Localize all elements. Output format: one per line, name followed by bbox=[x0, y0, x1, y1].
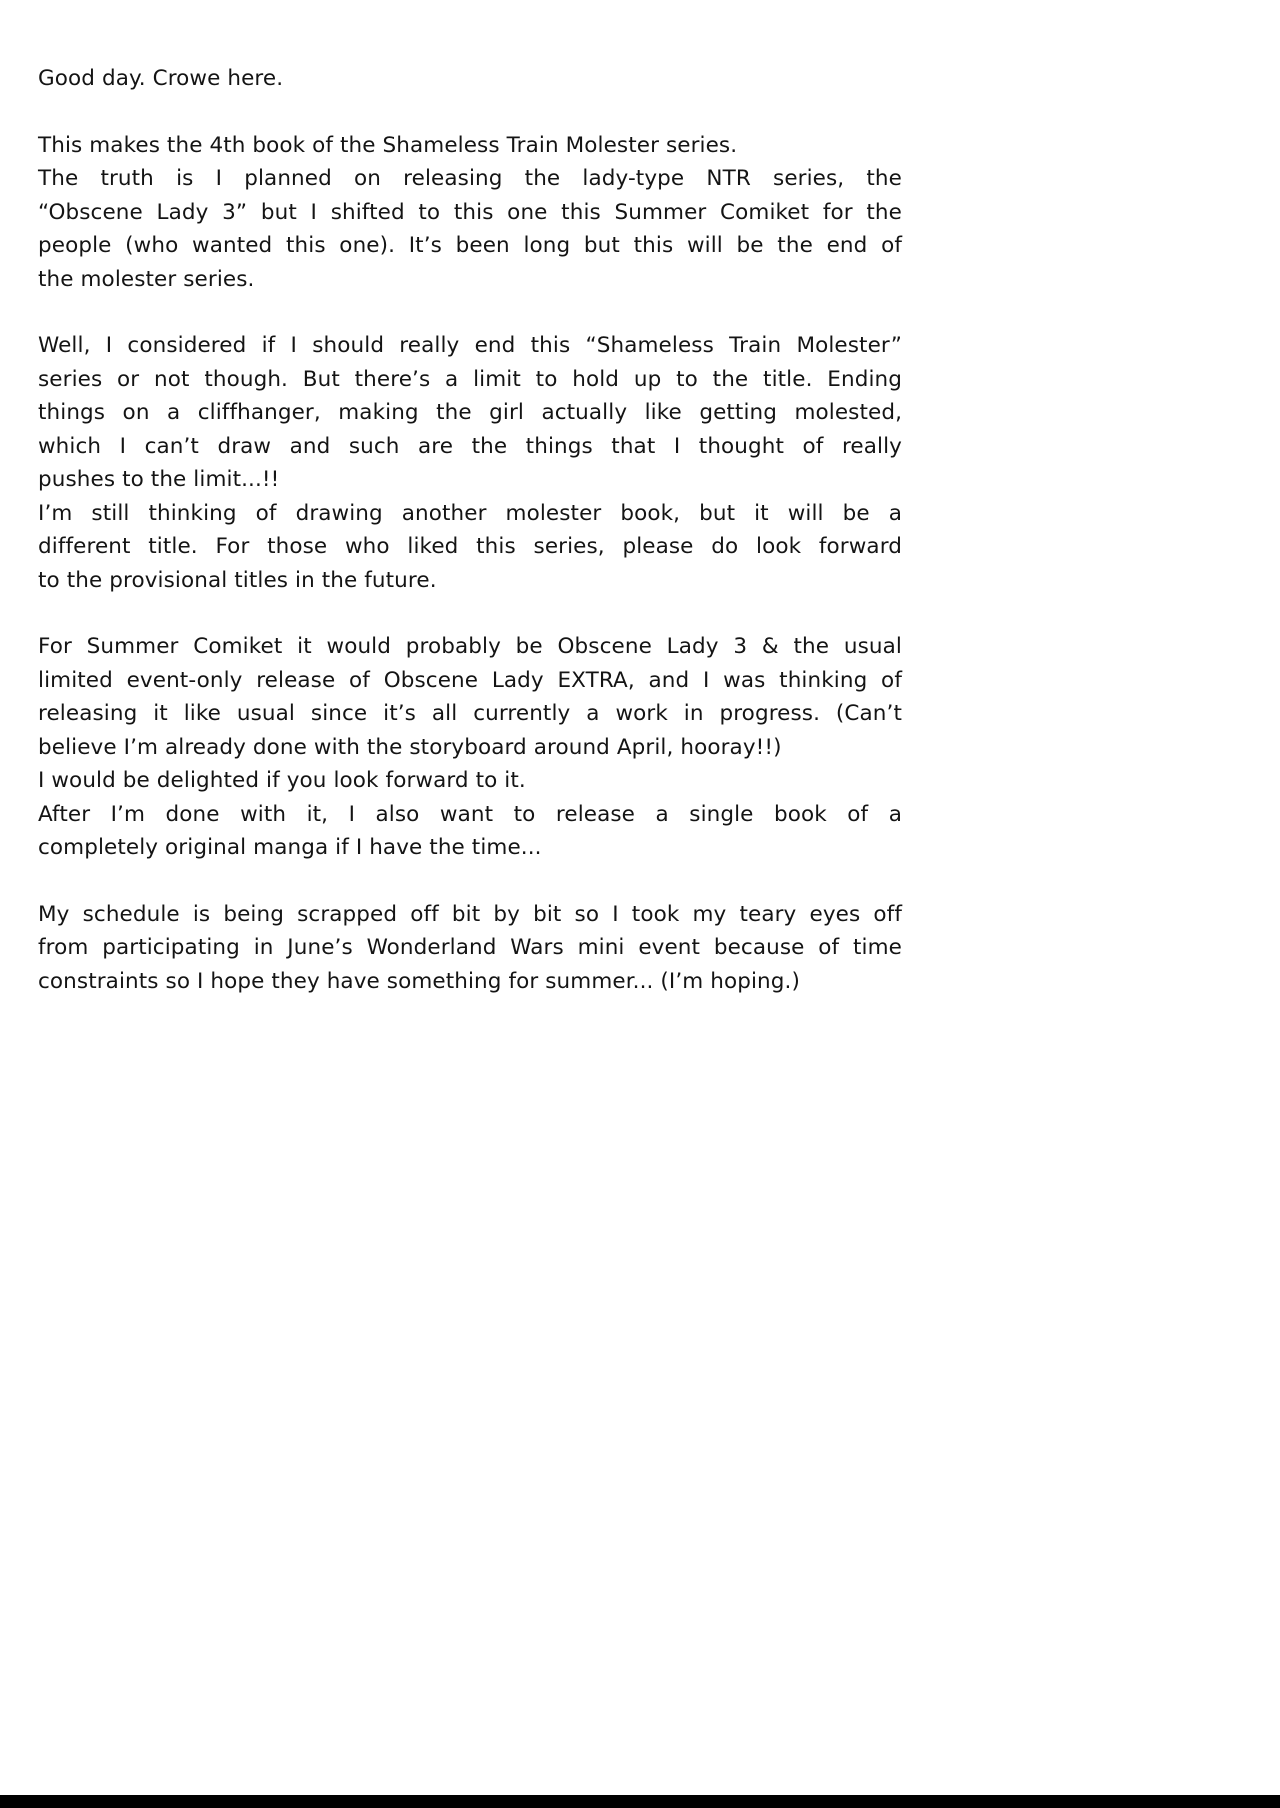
afterword-line: I would be delighted if you look forward to it. bbox=[38, 768, 526, 793]
afterword-line: pushes to the limit...!! bbox=[38, 467, 280, 492]
afterword-paragraph bbox=[38, 129, 902, 297]
afterword-line: completely original manga if I have the time... bbox=[38, 835, 542, 860]
afterword-line: I’m still thinking of drawing another molester book, but it will be a bbox=[38, 500, 902, 526]
afterword-line: the molester series. bbox=[38, 266, 255, 292]
afterword-text bbox=[38, 62, 902, 1031]
afterword-line: This makes the 4th book of the Shameless Train Molester series. bbox=[38, 132, 738, 158]
afterword-line: things on a cliffhanger, making the girl actually like getting molested, bbox=[38, 400, 902, 425]
afterword-line: For Summer Comiket it would probably be Obscene Lady 3 & the usual bbox=[38, 634, 902, 659]
afterword-line: My schedule is being scrapped off bit by bit so I took my teary eyes off bbox=[38, 901, 902, 927]
afterword-line: Good day. Crowe here. bbox=[38, 66, 284, 91]
afterword-line: people (who wanted this one). It’s been long but this will be the end of bbox=[38, 233, 902, 258]
afterword-line: which I can’t draw and such are the things that I thought of really bbox=[38, 433, 902, 459]
afterword-line: releasing it like usual since it’s all currently a work in progress. (Can’t bbox=[38, 701, 902, 726]
afterword-line: Well, I considered if I should really end this “Shameless Train Molester” bbox=[38, 333, 902, 358]
afterword-line: series or not though. But there’s a limit to hold up to the title. Ending bbox=[38, 366, 902, 392]
afterword-paragraph bbox=[38, 630, 902, 865]
afterword-line: from participating in June’s Wonderland Wars mini event because of time bbox=[38, 935, 902, 960]
afterword-line: “Obscene Lady 3” but I shifted to this one this Summer Comiket for the bbox=[38, 199, 902, 225]
page-bottom-black-bar bbox=[0, 1795, 1280, 1808]
afterword-line: After I’m done with it, I also want to release a single book of a bbox=[38, 801, 902, 827]
afterword-line: The truth is I planned on releasing the lady-type NTR series, the bbox=[38, 166, 902, 191]
afterword-line: to the provisional titles in the future. bbox=[38, 567, 437, 593]
afterword-paragraph bbox=[38, 898, 902, 999]
afterword-line: different title. For those who liked this series, please do look forward bbox=[38, 534, 902, 559]
afterword-paragraph bbox=[38, 329, 902, 597]
afterword-line: constraints so I hope they have something for summer... (I’m hoping.) bbox=[38, 968, 800, 994]
afterword-paragraph bbox=[38, 62, 902, 96]
afterword-line: believe I’m already done with the storyboard around April, hooray!!) bbox=[38, 734, 782, 760]
afterword-line: limited event-only release of Obscene Lady EXTRA, and I was thinking of bbox=[38, 667, 902, 693]
